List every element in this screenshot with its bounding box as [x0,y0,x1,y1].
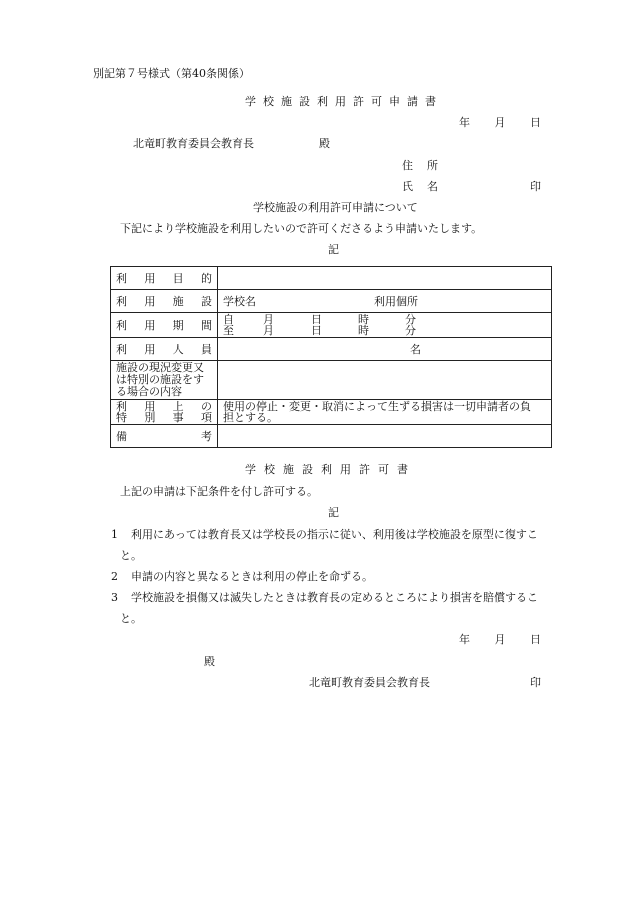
application-body: 下記により学校施設を利用したいので許可くださるよう申請いたします。 [120,222,483,235]
permit-issuer: 北竜町教育委員会教育長 [309,676,430,689]
condition-text: 申請の内容と異なるときは利用の停止を命ずる。 [131,570,373,583]
addressee-honorific: 殿 [319,137,330,150]
condition-text-continued: と。 [120,612,142,625]
special-label: 利 用 上 の 特 別 事 項 [111,400,218,425]
row-purpose [111,267,552,290]
period-label: 利 用 期 間 [116,318,212,332]
address-label: 住 所 [402,159,438,172]
condition-number: 1 [111,528,118,541]
facility-value[interactable] [218,290,552,313]
condition-text-continued: と。 [120,549,142,562]
purpose-value[interactable] [218,267,552,290]
condition-number: 2 [111,570,118,583]
application-subject: 学校施設の利用許可申請について [253,201,418,214]
people-unit: 名 [410,342,421,356]
facility-school-label: 学校名 [223,294,256,308]
condition-text: 利用にあっては教育長又は学校長の指示に従い、利用後は学校施設を原型に復すこ [131,528,538,541]
modification-value[interactable] [218,361,552,400]
facility-place-label: 利用個所 [374,294,418,308]
people-value[interactable] [218,338,552,361]
period-from: 自 月 日 時 分 [223,313,416,326]
permit-title: 学 校 施 設 利 用 許 可 書 [245,463,408,476]
permit-body: 上記の申請は下記条件を付し許可する。 [120,485,318,498]
addressee: 北竜町教育委員会教育長 [133,137,254,150]
facility-label: 利 用 施 設 [116,294,212,308]
row-special [111,400,552,425]
row-facility [111,290,552,313]
row-modification [111,361,552,400]
application-table [110,266,552,448]
period-to: 至 月 日 時 分 [223,324,416,337]
remarks-label: 備 考 [116,429,212,443]
people-label: 利 用 人 員 [116,342,212,356]
name-label: 氏 名 [402,180,438,193]
condition-text: 学校施設を損傷又は滅失したときは教育長の定めるところにより損害を賠償するこ [131,591,538,604]
row-people [111,338,552,361]
issuer-seal: 印 [530,676,541,689]
condition-number: 3 [111,591,118,604]
permit-honorific: 殿 [204,655,215,668]
permit-ki: 記 [328,506,339,519]
period-value[interactable] [218,313,552,338]
modification-label: 施設の現況変更又 は特別の施設をす る場合の内容 [111,361,218,400]
application-date: 年 月 日 [459,116,541,129]
remarks-value[interactable] [218,425,552,448]
purpose-label: 利 用 目 的 [116,271,212,285]
application-ki: 記 [328,243,339,256]
special-value: 使用の停止・変更・取消によって生ずる損害は一切申請者の負 担とする。 [218,400,552,425]
row-period [111,313,552,338]
permit-date: 年 月 日 [459,633,541,646]
applicant-seal: 印 [530,180,541,193]
application-title: 学 校 施 設 利 用 許 可 申 請 書 [245,95,436,108]
form-number: 別記第７号様式（第40条関係） [93,67,250,80]
row-remarks [111,425,552,448]
